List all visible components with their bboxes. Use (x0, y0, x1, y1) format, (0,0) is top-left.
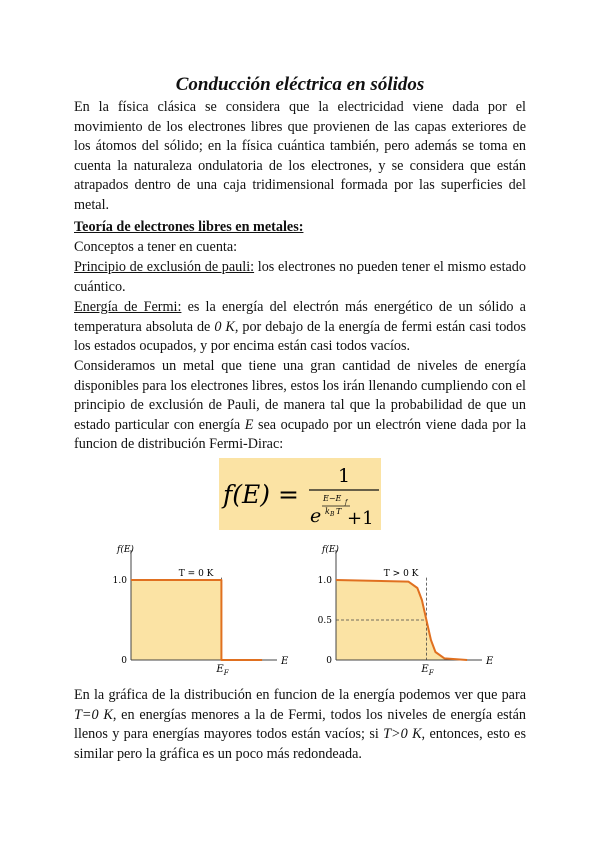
formula-exp-denominator-sub: B (330, 511, 335, 518)
x-tick-label-fermi (215, 664, 229, 677)
formula-exp-numerator: E−E (323, 494, 342, 503)
graph-t-positive (300, 538, 500, 678)
conclusion-part-a: En la gráfica de la distribución en funcion de la energía podemos ver que para (74, 687, 526, 703)
x-axis-label: E (281, 656, 289, 667)
formula-numerator: 1 (337, 465, 351, 487)
chart-title: T > 0 K (383, 569, 419, 579)
formula-exp-denominator-tail: T (336, 507, 342, 516)
energy-symbol: E (244, 416, 254, 433)
pauli-term: Principio de exclusión de pauli: (74, 259, 255, 275)
conclusion-part-b: , en energías menores a la de Fermi, todos los niveles de energía están llenos y para energías mayores todos están vacíos; si (74, 706, 526, 743)
chart-title: T = 0 K (178, 569, 214, 579)
y-axis-label: f(E) (322, 545, 339, 555)
fermi-term: Energía de Fermi: (74, 299, 182, 315)
y-tick-label: 0 (121, 656, 127, 666)
fermi-paragraph (74, 298, 526, 357)
page-title: Conducción eléctrica en sólidos (175, 74, 425, 95)
x-tick-main: E (216, 664, 224, 675)
x-tick-sub: F (428, 669, 434, 677)
formula-exp-base: e (310, 505, 322, 527)
section-heading-text: Teoría de electrones libres en metales: (74, 219, 304, 235)
formula-plus-one: +1 (347, 508, 374, 529)
fermi-zero-k: 0 K (214, 318, 235, 335)
consider-part-a: Consideramos un metal que tiene una gran cantidad de niveles de energía disponibles para los electrones libres, estos los irán llenando cumpliendo con el principio de exclusión de Pauli, de manera tal que la probabilidad de que un estado particular con energía (74, 358, 526, 433)
fermi-dirac-formula (219, 458, 381, 530)
x-tick-main: E (421, 664, 429, 675)
fermi-definition-a: es la energía del electrón más energético de un sólido a temperatura absoluta de (74, 299, 526, 335)
x-axis-label: E (486, 656, 494, 667)
conclusion-part-c: , entonces, esto es similar pero la gráfica es un poco más redondeada. (74, 726, 526, 762)
pauli-paragraph (74, 258, 526, 297)
conclusion-t-positive: T>0 K (383, 726, 422, 743)
formula-lhs: f(E) = (223, 480, 299, 509)
conclusion-paragraph (74, 686, 526, 764)
consider-paragraph (74, 357, 526, 455)
formula-exp-denominator: k (325, 507, 330, 516)
consider-part-b: sea ocupado por un electrón viene dada por la funcion de distribución Fermi-Dirac: (74, 416, 526, 453)
chart-fill-area (131, 580, 262, 660)
pauli-definition: los electrones no pueden tener el mismo estado cuántico. (74, 259, 526, 295)
formula-exp-numerator-sub: f (345, 499, 348, 506)
fermi-definition-b: , por debajo de la energía de fermi están casi todos los estados ocupados, y por encima están casi todos vacíos. (74, 318, 526, 355)
x-tick-label-fermi (420, 664, 434, 677)
concepts-intro: Conceptos a tener en cuenta: (74, 239, 238, 255)
graph-t-zero (95, 538, 295, 678)
y-axis-label: f(E) (117, 545, 134, 555)
x-tick-sub: F (223, 669, 229, 677)
y-tick-label: 0 (326, 656, 332, 666)
y-tick-label: 0.5 (317, 616, 332, 626)
y-tick-label: 1.0 (112, 576, 127, 586)
intro-paragraph: En la física clásica se considera que la electricidad viene dada por el movimiento de los electrones libres que provienen de las capas exteriores de los átomos del sólido; en la física cuántica también, pero además se toma en cuenta la naturaleza ondulatoria de los electrones, y se considera que están atrapados dentro de una caja tridimensional formada por las superficies del metal. (74, 99, 526, 213)
conclusion-t-zero: T=0 K (74, 706, 113, 723)
y-tick-label: 1.0 (317, 576, 332, 586)
section-heading (74, 218, 526, 238)
